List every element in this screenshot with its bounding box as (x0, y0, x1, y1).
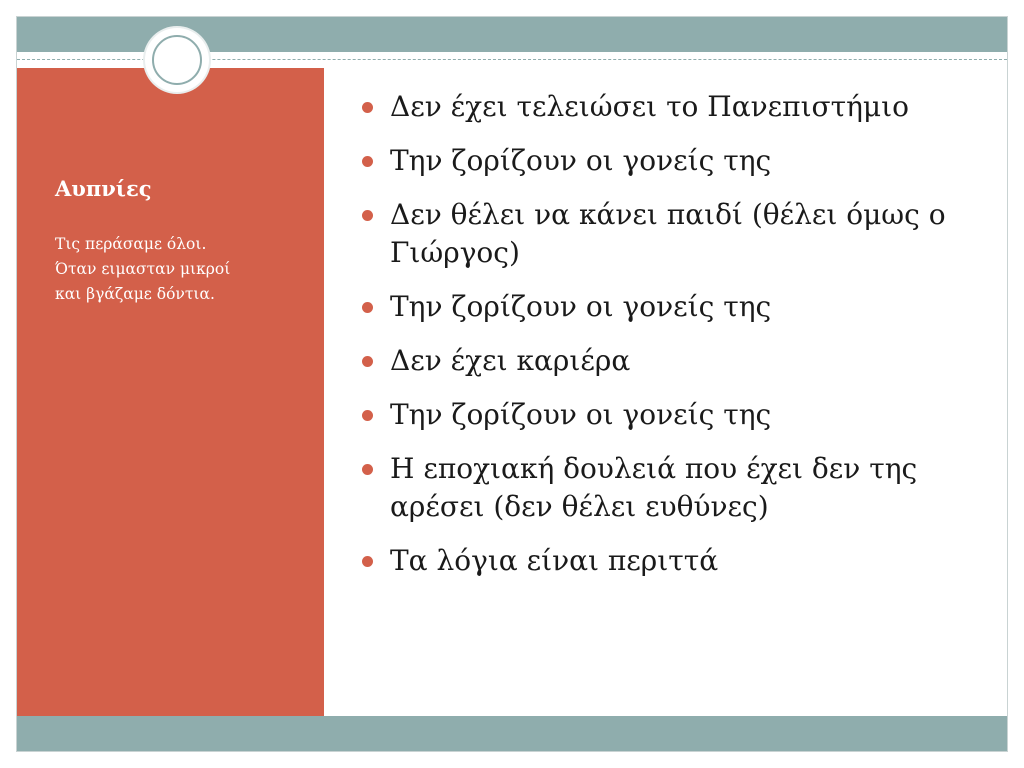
bullet-dot-icon (362, 464, 373, 475)
bullet-list (358, 88, 998, 596)
bullet-text: Δεν θέλει να κάνει παιδί (θέλει όμως ο Γιώργος) (390, 198, 946, 269)
bullet-dot-icon (362, 410, 373, 421)
bullet-item (358, 142, 998, 180)
sidebar-line: Όταν ειμασταν μικροί (55, 260, 231, 278)
bullet-text: Την ζορίζουν οι γονείς της (390, 144, 772, 177)
bottom-band (17, 716, 1007, 751)
bullet-dot-icon (362, 102, 373, 113)
sidebar-line: Τις περάσαμε όλοι. (55, 235, 207, 253)
sidebar-title: Αυπνίες (55, 176, 152, 201)
bullet-item (358, 88, 998, 126)
bullet-text: Δεν έχει καριέρα (390, 344, 631, 377)
bullet-item (358, 288, 998, 326)
bullet-dot-icon (362, 156, 373, 167)
bullet-text: Την ζορίζουν οι γονείς της (390, 290, 772, 323)
circle-badge-icon (145, 28, 209, 92)
sidebar-text (55, 232, 310, 307)
bullet-item (358, 450, 998, 526)
sidebar-line: και βγάζαμε δόντια. (55, 285, 215, 303)
bullet-item (358, 342, 998, 380)
bullet-item (358, 542, 998, 580)
circle-ring-icon (152, 35, 202, 85)
bullet-text: Η εποχιακή δουλειά που έχει δεν της αρέσει (δεν θέλει ευθύνες) (390, 452, 918, 523)
bullet-text: Την ζορίζουν οι γονείς της (390, 398, 772, 431)
bullet-text: Τα λόγια είναι περιττά (390, 544, 719, 577)
bullet-text: Δεν έχει τελειώσει το Πανεπιστήμιο (390, 90, 909, 123)
bullet-dot-icon (362, 356, 373, 367)
bullet-dot-icon (362, 210, 373, 221)
bullet-item (358, 396, 998, 434)
bullet-item (358, 196, 998, 272)
sidebar-panel (17, 68, 324, 716)
bullet-dot-icon (362, 556, 373, 567)
bullet-dot-icon (362, 302, 373, 313)
